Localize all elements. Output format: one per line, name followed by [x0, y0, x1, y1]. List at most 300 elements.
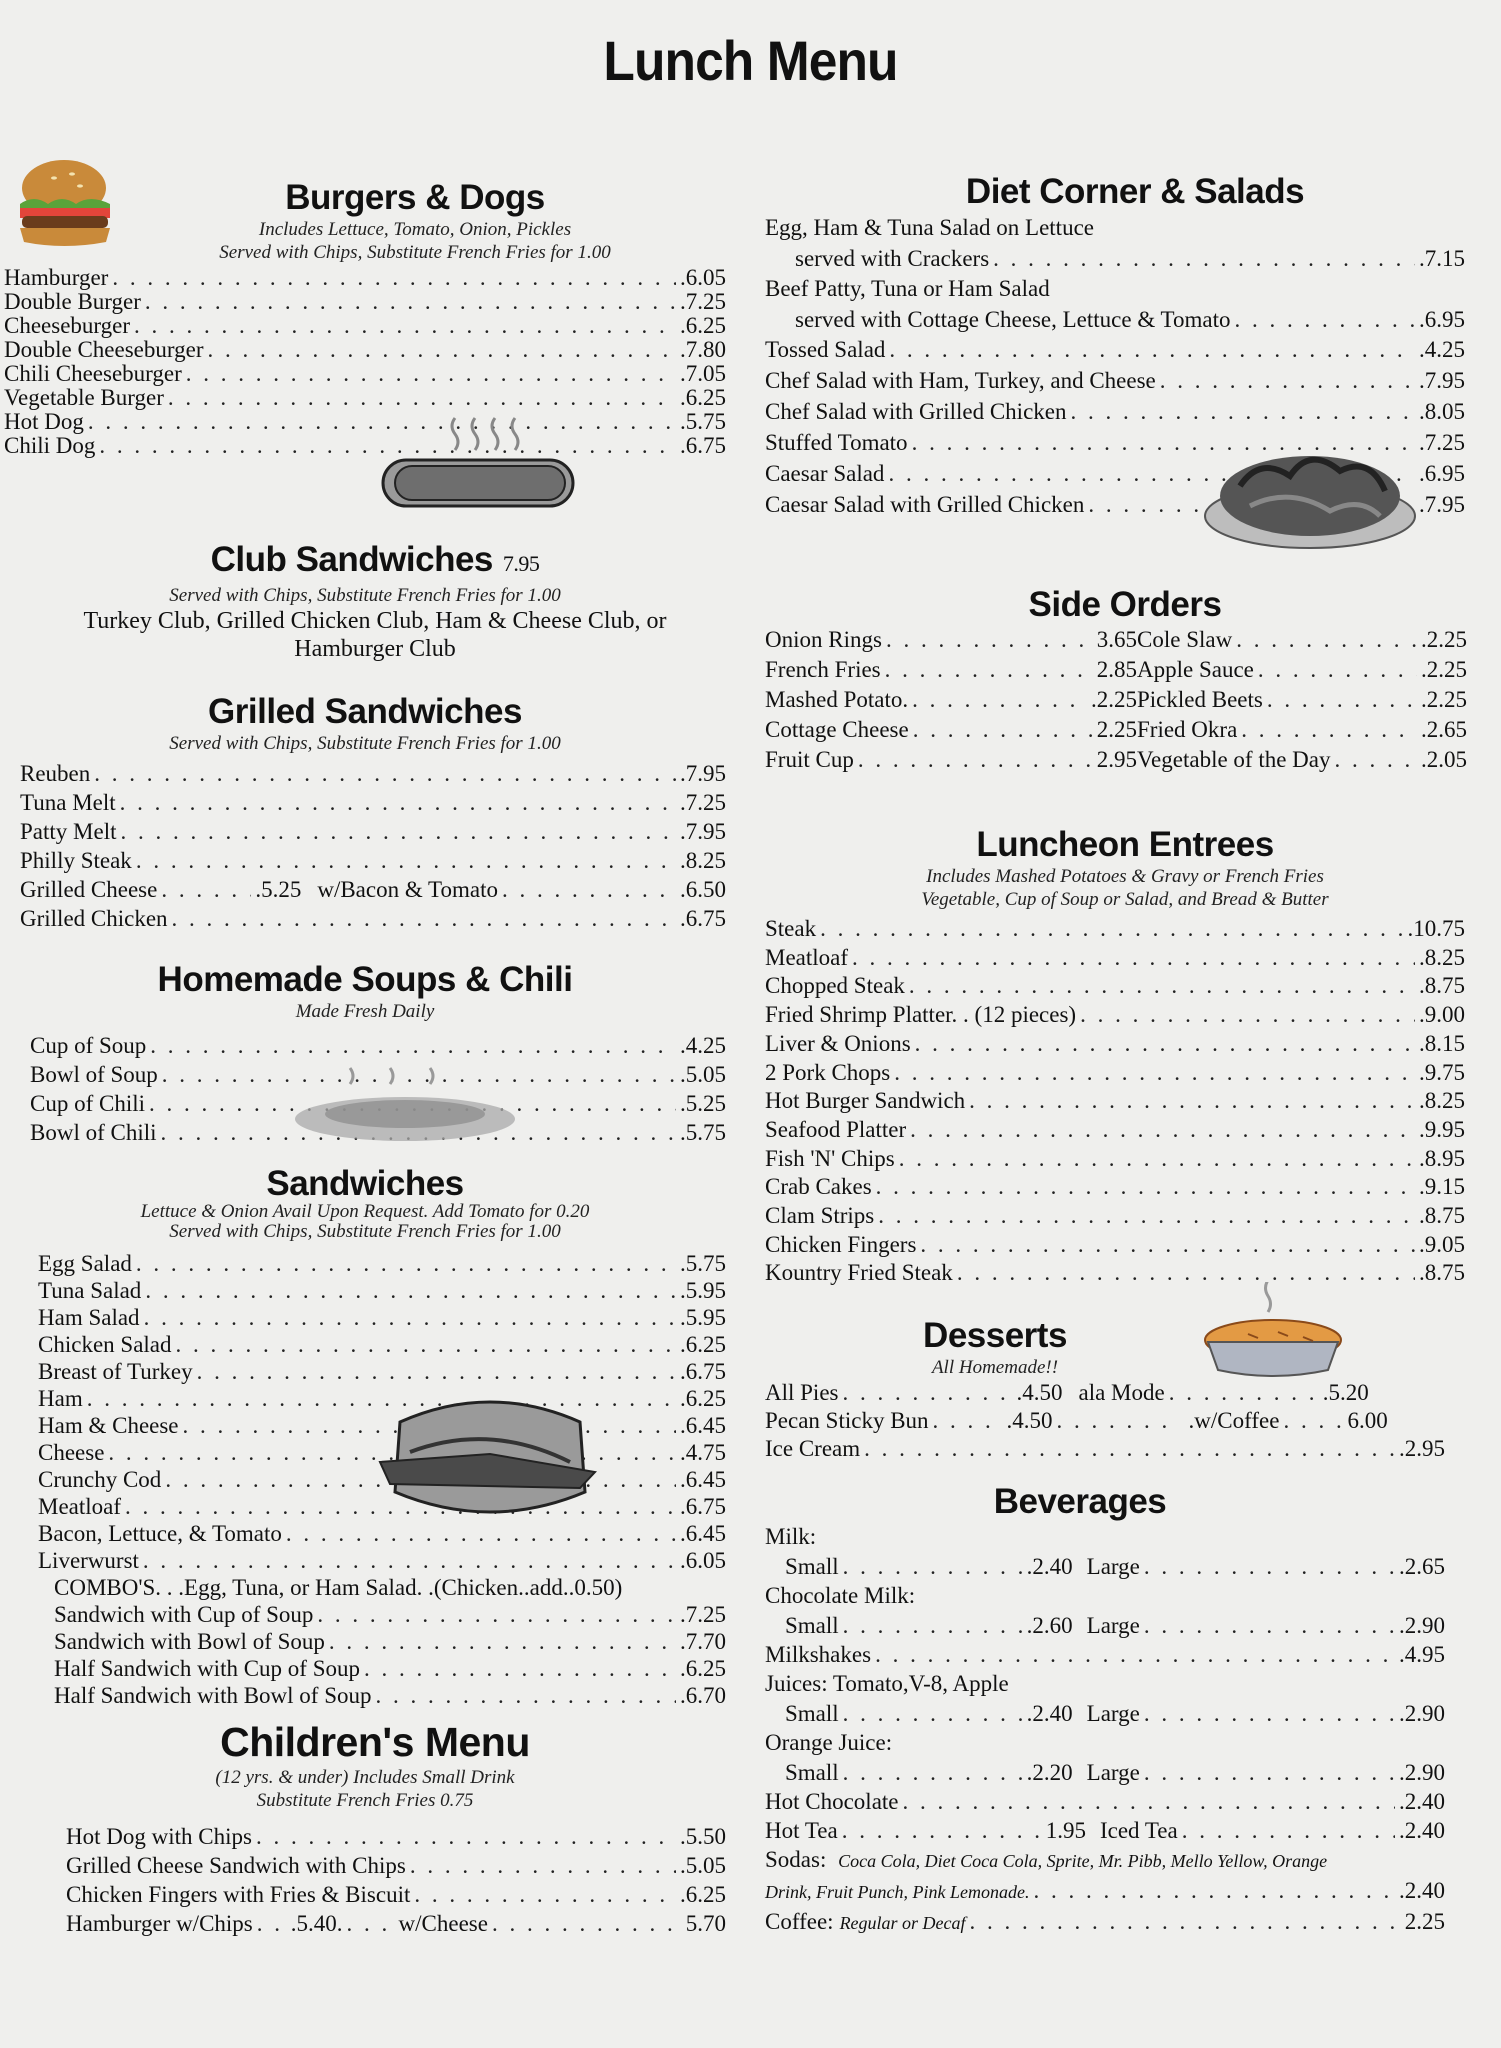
- item-price: 2.25: [1404, 1909, 1445, 1934]
- item-name: Small: [785, 1701, 839, 1726]
- leader-dots: [993, 244, 1415, 273]
- club-heading: [20, 540, 730, 584]
- leader-dots: [208, 338, 677, 362]
- item-price: .2.40: [1399, 1878, 1445, 1903]
- menu-item: [38, 1304, 726, 1331]
- menu-item: [765, 1259, 1465, 1288]
- item-price: .2.40: [1026, 1554, 1073, 1579]
- item-price: .5.05: [680, 1062, 726, 1087]
- leader-dots: [843, 1611, 1023, 1640]
- burgers-heading: Burgers & Dogs: [285, 178, 545, 217]
- diet-line-1: Egg, Ham & Tuna Salad on Lettuce: [765, 215, 1094, 240]
- item-name: Egg Salad: [38, 1251, 132, 1276]
- leader-dots: [186, 362, 676, 386]
- menu-item: [20, 759, 726, 788]
- item-name: Vegetable Burger: [4, 385, 164, 410]
- menu-item: [1137, 715, 1467, 745]
- menu-item: [765, 1907, 1445, 1938]
- item-name: Breast of Turkey: [38, 1359, 193, 1384]
- leader-dots: [1234, 305, 1415, 334]
- item-name: Fried Shrimp Platter. . (12 pieces): [765, 1002, 1077, 1028]
- sides-section: [765, 585, 1465, 775]
- item-price: .6.75: [680, 1494, 726, 1519]
- item-name: Hot Dog with Chips: [66, 1824, 252, 1849]
- item-price: .2.95: [1399, 1436, 1445, 1461]
- item-price: .9.95: [1419, 1116, 1465, 1142]
- leader-dots: [909, 972, 1415, 1001]
- leader-dots: [197, 1358, 676, 1385]
- entrees-heading: Luncheon Entrees: [976, 825, 1274, 864]
- item-name: Meatloaf: [38, 1494, 122, 1519]
- leader-dots: [317, 1601, 676, 1628]
- item-name: Pickled Beets: [1137, 687, 1263, 712]
- menu-item: [765, 1202, 1465, 1231]
- item-name: Tuna Salad: [38, 1278, 142, 1303]
- menu-item: [765, 1145, 1465, 1174]
- sodas-list-1: Coca Cola, Diet Coca Cola, Sprite, Mr. Pibb, Mello Yellow, Orange: [838, 1851, 1328, 1871]
- item-name: Mashed Potato.: [765, 687, 909, 712]
- item-name: Tuna Melt: [20, 790, 116, 815]
- item-price: .7.25: [680, 790, 726, 815]
- leader-dots: [172, 904, 676, 933]
- beverages-heading: Beverages: [993, 1482, 1167, 1521]
- leader-dots: [168, 386, 676, 410]
- item-price: .6.70: [680, 1683, 726, 1708]
- leader-dots: [1335, 745, 1417, 775]
- leader-dots: [842, 1816, 1042, 1845]
- item-name: Reuben: [20, 761, 91, 786]
- leader-dots: [933, 1407, 1003, 1435]
- menu-item: [1137, 655, 1467, 685]
- item-price: .7.70: [680, 1629, 726, 1654]
- menu-item: [66, 1822, 726, 1851]
- item-name: Hot Chocolate: [765, 1789, 899, 1814]
- item-price: .9.75: [1419, 1059, 1465, 1085]
- item-name: Philly Steak: [20, 848, 132, 873]
- menu-item: [785, 1758, 1445, 1787]
- leader-dots: [94, 759, 676, 788]
- children-note-1: (12 yrs. & under) Includes Small Drink: [215, 1767, 515, 1788]
- menu-item: [20, 817, 726, 846]
- club-heading-text: Club Sandwiches: [210, 540, 493, 579]
- menu-item: [795, 305, 1465, 334]
- item-extra-price: 6.00: [1347, 1408, 1388, 1433]
- leader-dots: [144, 1304, 676, 1331]
- item-name: Chicken Salad: [38, 1332, 172, 1357]
- menu-item: [765, 685, 1137, 715]
- sandwiches-section: [0, 1166, 730, 1709]
- item-name: Small: [785, 1760, 839, 1785]
- item-name: Cup of Soup: [30, 1033, 147, 1058]
- menu-item: [54, 1682, 726, 1709]
- item-name: Small: [785, 1613, 839, 1638]
- menu-item: [66, 1851, 726, 1880]
- menu-item: [765, 1059, 1465, 1088]
- item-price: .5.75: [680, 1251, 726, 1276]
- menu-item: [38, 1331, 726, 1358]
- item-price: .7.25: [680, 289, 726, 314]
- entrees-note-2: Vegetable, Cup of Soup or Salad, and Bread & Butter: [921, 889, 1329, 910]
- menu-item: [4, 338, 726, 362]
- menu-item: [765, 1231, 1465, 1260]
- item-price: .6.25: [680, 1386, 726, 1411]
- leader-dots: [329, 1628, 676, 1655]
- club-items-text: Turkey Club, Grilled Chicken Club, Ham & Cheese Club, or Hamburger Club: [83, 608, 667, 662]
- item-extra-price: 5.70: [685, 1911, 726, 1936]
- item-name: Grilled Cheese: [20, 877, 158, 902]
- menu-item: [1137, 685, 1467, 715]
- leader-dots: [903, 1787, 1396, 1816]
- item-name: Patty Melt: [20, 819, 117, 844]
- combo-line: COMBO'S. . .Egg, Tuna, or Ham Salad. .(Chicken..add..0.50): [54, 1575, 623, 1600]
- item-price: .8.25: [680, 848, 726, 873]
- item-price: .2.20: [1026, 1760, 1073, 1785]
- leader-dots: [120, 817, 676, 846]
- item-name: Sandwich with Cup of Soup: [54, 1602, 314, 1627]
- item-name: served with Crackers: [795, 246, 990, 271]
- item-price: .7.80: [680, 337, 726, 362]
- menu-item: [765, 1087, 1465, 1116]
- item-name: served with Cottage Cheese, Lettuce & Tomato: [795, 307, 1231, 332]
- menu-item: [765, 1116, 1465, 1145]
- desserts-heading: Desserts: [923, 1316, 1067, 1355]
- item-extra: Large: [1086, 1613, 1140, 1638]
- item-price: .4.25: [680, 1033, 726, 1058]
- leader-dots: [1241, 715, 1417, 745]
- item-price: .9.00: [1419, 1002, 1465, 1028]
- leader-dots: [112, 266, 676, 290]
- leader-dots: [1144, 1552, 1395, 1581]
- item-name: Hot Dog: [4, 409, 84, 434]
- item-name: Grilled Cheese Sandwich with Chips: [66, 1853, 406, 1878]
- grilled-heading: Grilled Sandwiches: [208, 692, 522, 731]
- diet-heading: Diet Corner & Salads: [965, 172, 1305, 211]
- item-price: .7.05: [680, 361, 726, 386]
- menu-item: [765, 1407, 1465, 1435]
- leader-dots: [886, 625, 1093, 655]
- leader-dots: [915, 1030, 1415, 1059]
- menu-item: [54, 1655, 726, 1682]
- diet-line-2: Beef Patty, Tuna or Ham Salad: [765, 276, 1050, 301]
- item-extra: ala Mode: [1078, 1380, 1165, 1405]
- item-name: Liverwurst: [38, 1548, 139, 1573]
- item-price: .5.40.: [290, 1911, 343, 1936]
- entrees-list: [765, 915, 1465, 1288]
- item-price: .2.25: [1421, 687, 1467, 712]
- menu-item: [765, 1173, 1465, 1202]
- item-price: .4.50: [1016, 1380, 1063, 1405]
- leader-dots: [1283, 1407, 1343, 1435]
- leader-dots: [1057, 1407, 1177, 1435]
- item-price: .8.25: [1419, 1088, 1465, 1114]
- menu-item: [38, 1277, 726, 1304]
- leader-dots: [858, 745, 1093, 775]
- item-name: Sandwich with Bowl of Soup: [54, 1629, 325, 1654]
- item-price: .8.05: [1419, 399, 1465, 424]
- item-name: All Pies: [765, 1380, 839, 1405]
- item-price: .8.75: [1419, 973, 1465, 999]
- leader-dots: [1071, 396, 1416, 427]
- menu-item: [54, 1628, 726, 1655]
- item-price: .6.25: [680, 385, 726, 410]
- item-name: Steak: [765, 916, 817, 941]
- leader-dots: [1267, 685, 1417, 715]
- burgers-note-1: Includes Lettuce, Tomato, Onion, Pickles: [258, 219, 572, 240]
- item-price: .4.95: [1399, 1642, 1445, 1667]
- soup-bowl-icon: [280, 1054, 530, 1154]
- desserts-section: [765, 1316, 1465, 1463]
- menu-item: [765, 915, 1465, 944]
- item-name: Hot Tea: [765, 1818, 838, 1843]
- item-name: Bacon, Lettuce, & Tomato: [38, 1521, 282, 1546]
- item-name: Caesar Salad with Grilled Chicken: [765, 492, 1085, 517]
- menu-item: [66, 1880, 726, 1909]
- item-price: .6.45: [680, 1467, 726, 1492]
- leader-dots: [878, 1202, 1415, 1231]
- leader-dots: [176, 1331, 677, 1358]
- menu-item: [765, 625, 1137, 655]
- item-price: .2.25: [1421, 627, 1467, 652]
- leader-dots: [969, 1087, 1415, 1116]
- item-name: Cole Slaw: [1137, 627, 1233, 652]
- leader-dots: [913, 715, 1093, 745]
- item-price: .9.05: [1419, 1231, 1465, 1257]
- item-price: .5.95: [680, 1278, 726, 1303]
- sides-right: [1137, 625, 1467, 775]
- burgers-note-2: Served with Chips, Substitute French Fries for 1.00: [219, 242, 611, 263]
- menu-item: [785, 1611, 1445, 1640]
- menu-item: [20, 904, 726, 933]
- item-name: Crab Cakes: [765, 1174, 872, 1200]
- item-name: Ice Cream: [765, 1436, 861, 1461]
- item-name: Vegetable of the Day: [1137, 747, 1331, 772]
- item-price: .2.25: [1091, 687, 1137, 712]
- soups-heading: Homemade Soups & Chili: [157, 960, 573, 999]
- club-section: [0, 540, 730, 663]
- item-name: Coffee:: [765, 1909, 834, 1934]
- item-price: .8.95: [1419, 1145, 1465, 1171]
- club-price: 7.95: [502, 551, 540, 576]
- item-name: Chicken Fingers with Fries & Biscuit: [66, 1882, 411, 1907]
- menu-item: [1137, 625, 1467, 655]
- item-price: .2.05: [1421, 747, 1467, 772]
- item-price: .8.25: [1419, 944, 1465, 970]
- item-price: .2.25: [1421, 657, 1467, 682]
- item-name: Double Cheeseburger: [4, 337, 204, 362]
- leader-dots: [899, 1145, 1415, 1174]
- item-price: 2.25: [1096, 717, 1137, 742]
- menu-item: [765, 1787, 1445, 1816]
- menu-item: [20, 875, 726, 904]
- item-price: .10.75: [1407, 916, 1465, 941]
- beverages-list: [765, 1522, 1445, 1938]
- leader-dots: [842, 1379, 1012, 1407]
- menu-item: [765, 1001, 1465, 1030]
- item-price: .5.25: [255, 877, 302, 902]
- item-price: .5.75: [680, 1120, 726, 1145]
- item-price: .6.05: [680, 1548, 726, 1573]
- entrees-section: [765, 825, 1465, 1288]
- leader-dots: [1258, 655, 1417, 685]
- leader-dots: [920, 1231, 1415, 1260]
- leader-dots: [1144, 1699, 1395, 1728]
- item-name: Grilled Chicken: [20, 906, 168, 931]
- item-extra: Large: [1086, 1701, 1140, 1726]
- item-name: Small: [785, 1554, 839, 1579]
- item-name: Ham: [38, 1386, 83, 1411]
- leader-dots: [1236, 625, 1417, 655]
- leader-dots: [912, 685, 1087, 715]
- menu-item: [38, 1547, 726, 1574]
- leader-dots: [410, 1851, 676, 1880]
- item-name: Clam Strips: [765, 1203, 875, 1229]
- item-price: .6.25: [680, 313, 726, 338]
- item-extra: w/Bacon & Tomato: [317, 877, 498, 902]
- item-name: Chopped Steak: [765, 973, 905, 999]
- item-price: .5.75: [680, 409, 726, 434]
- leader-dots: [136, 1250, 676, 1277]
- menu-item: [765, 334, 1465, 365]
- entrees-note-1: Includes Mashed Potatoes & Gravy or French Fries: [926, 866, 1324, 887]
- item-price: .7.95: [1419, 492, 1465, 517]
- item-name: Cheeseburger: [4, 313, 131, 338]
- sides-heading: Side Orders: [1028, 585, 1222, 624]
- menu-item: [785, 1552, 1445, 1581]
- menu-item: [4, 362, 726, 386]
- beverages-section: [765, 1482, 1465, 1938]
- item-extra-price: .2.90: [1399, 1701, 1445, 1726]
- burgers-list: [4, 266, 726, 458]
- children-heading: Children's Menu: [220, 1719, 530, 1765]
- item-name: Cup of Chili: [30, 1091, 146, 1116]
- item-price: .6.45: [680, 1413, 726, 1438]
- menu-item: [20, 788, 726, 817]
- item-price: .6.75: [680, 906, 726, 931]
- grilled-list: [20, 759, 726, 933]
- milk-label: Milk:: [765, 1524, 817, 1549]
- item-name: Meatloaf: [765, 944, 849, 970]
- menu-item: [785, 1699, 1445, 1728]
- item-extra: w/Cheese: [398, 1911, 488, 1936]
- item-price: .6.25: [680, 1332, 726, 1357]
- item-price: .8.15: [1419, 1030, 1465, 1056]
- item-price: .6.25: [680, 1882, 726, 1907]
- item-extra: .w/Coffee: [1188, 1408, 1280, 1433]
- menu-item: [795, 244, 1465, 273]
- menu-item: [38, 1250, 726, 1277]
- item-price: .9.15: [1419, 1174, 1465, 1200]
- menu-item: [765, 1030, 1465, 1059]
- item-price: .2.60: [1026, 1613, 1073, 1638]
- item-price: 1.95: [1045, 1818, 1086, 1843]
- grilled-section: [0, 692, 730, 933]
- item-name: Crunchy Cod: [38, 1467, 162, 1492]
- grilled-note: Served with Chips, Substitute French Fries for 1.00: [169, 733, 561, 754]
- leader-dots: [143, 1547, 676, 1574]
- item-price: .7.95: [1419, 368, 1465, 393]
- leader-dots: [820, 915, 1403, 944]
- item-price: .2.40: [1399, 1789, 1445, 1814]
- item-name: Fish 'N' Chips: [765, 1145, 895, 1171]
- item-price: .4.75: [680, 1440, 726, 1465]
- item-name: Fried Okra: [1137, 717, 1238, 742]
- menu-item: [765, 745, 1137, 775]
- sodas-label: Sodas:: [765, 1847, 827, 1872]
- oj-label: Orange Juice:: [765, 1730, 893, 1755]
- item-price: .4.25: [1419, 337, 1465, 362]
- item-price: .6.25: [680, 1656, 726, 1681]
- leader-dots: [257, 1909, 287, 1938]
- item-name: Hot Burger Sandwich: [765, 1088, 966, 1114]
- sandwiches-heading: Sandwiches: [266, 1164, 464, 1203]
- item-extra-price: .2.90: [1399, 1613, 1445, 1638]
- item-name: Ham Salad: [38, 1305, 140, 1330]
- page-title: Lunch Menu: [603, 29, 898, 92]
- item-price: .7.25: [1419, 430, 1465, 455]
- sodas-line-1: [765, 1845, 1445, 1876]
- menu-item: [765, 1435, 1445, 1463]
- item-price: 2.95: [1096, 747, 1137, 772]
- leader-dots: [161, 875, 251, 904]
- leader-dots: [875, 1640, 1395, 1669]
- menu-item: [38, 1358, 726, 1385]
- choc-label: Chocolate Milk:: [765, 1583, 916, 1608]
- item-name: Cottage Cheese: [765, 717, 909, 742]
- item-price: .6.45: [680, 1521, 726, 1546]
- item-extra-price: .2.65: [1399, 1554, 1445, 1579]
- leader-dots: [1182, 1816, 1395, 1845]
- item-extra-price: .6.50: [680, 877, 726, 902]
- leader-dots: [256, 1822, 676, 1851]
- leader-dots: [1144, 1758, 1395, 1787]
- soups-note: Made Fresh Daily: [295, 1001, 435, 1022]
- leader-dots: [1080, 1001, 1415, 1030]
- menu-item: [765, 396, 1465, 427]
- item-price: .6.95: [1419, 307, 1465, 332]
- leader-dots: [894, 1059, 1415, 1088]
- leader-dots: [347, 1909, 387, 1938]
- sodas-list-2: Drink, Fruit Punch, Pink Lemonade.: [765, 1882, 1030, 1902]
- leader-dots: [1160, 365, 1415, 396]
- menu-item: [54, 1601, 726, 1628]
- leader-dots: [414, 1880, 676, 1909]
- club-items: [0, 607, 730, 663]
- item-name: Fruit Cup: [765, 747, 854, 772]
- item-name: Chef Salad with Ham, Turkey, and Cheese: [765, 368, 1156, 393]
- hot-dog-icon: [375, 410, 585, 520]
- sides-left: [765, 625, 1137, 775]
- leader-dots: [134, 314, 676, 338]
- leader-dots: [864, 1435, 1395, 1463]
- burgers-section: [0, 178, 730, 458]
- leader-dots: [364, 1655, 676, 1682]
- item-price: .2.65: [1421, 717, 1467, 742]
- item-price: .4.50: [1006, 1408, 1053, 1433]
- item-price: .7.95: [680, 819, 726, 844]
- item-name: Liver & Onions: [765, 1030, 911, 1056]
- menu-item: [4, 314, 726, 338]
- item-price: .6.05: [680, 265, 726, 290]
- item-extra-price: .5.20: [1322, 1380, 1369, 1405]
- item-price: .7.95: [680, 761, 726, 786]
- item-price: .7.15: [1419, 246, 1465, 271]
- desserts-note: All Homemade!!: [931, 1357, 1059, 1378]
- item-name: French Fries: [765, 657, 881, 682]
- leader-dots: [876, 1173, 1415, 1202]
- children-section: [0, 1719, 730, 1938]
- item-name: 2 Pork Chops: [765, 1059, 891, 1085]
- item-name: Double Burger: [4, 289, 141, 314]
